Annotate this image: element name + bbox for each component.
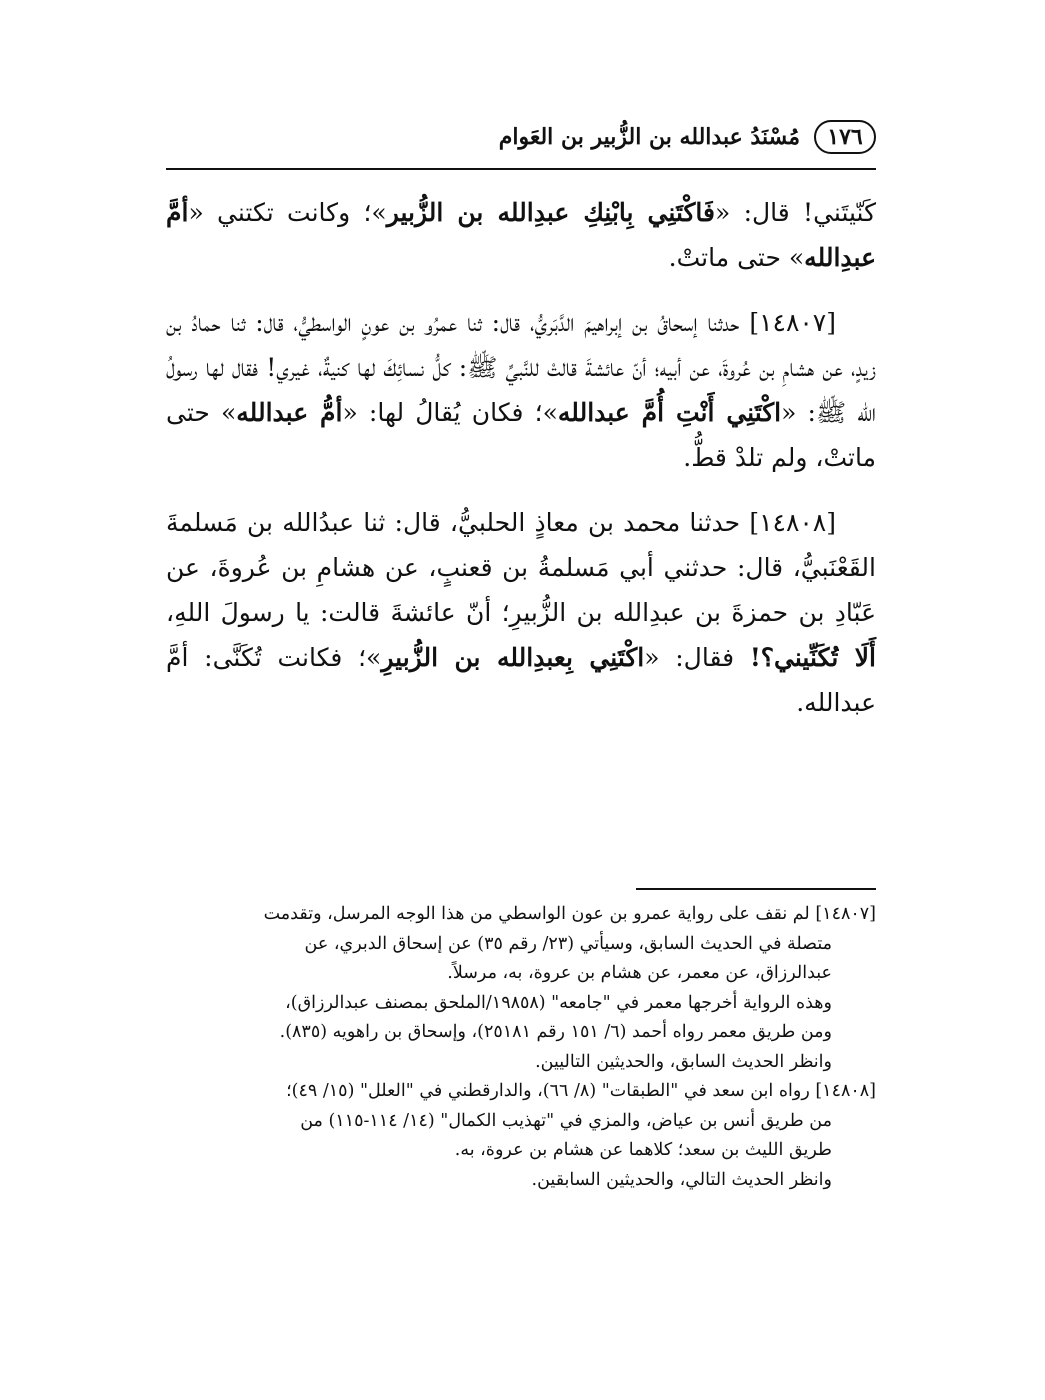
bold-quote: أمُّ عبدالله <box>236 398 343 427</box>
footnote-divider <box>636 888 876 890</box>
page-number-badge: ١٧٦ <box>814 120 876 154</box>
text-segment: »؛ فكانت تُكَنَّى: أمَّ عبدالله. <box>166 643 876 717</box>
text-segment: [١٤٨٠٧] حدثنا إسحاقُ بن إبراهيمَ الدَّبَريُّ، قال: ثنا عمرُو بن عونٍ الواسطيُّ، قال: ثنا حمادُ بن زيدٍ، عن هشامِ بن عُروةَ، عن أبيه؛ أنّ عائشةَ قالتْ للنَّبيِّ ﷺ: كلُّ نسائِكَ لها كنيةٌ، غيري! فقال لها رسولُ الله ﷺ: « <box>166 308 876 427</box>
text-segment: » حتى ماتتْ، ولم تلدْ قطُّ. <box>166 398 876 472</box>
footnote-line: وهذه الرواية أخرجها معمر في "جامعه" (١٩٨٥٨/الملحق بمصنف عبدالرزاق)، <box>285 992 832 1013</box>
footnote-line: وانظر الحديث السابق، والحديثين التاليين. <box>535 1051 832 1072</box>
text-segment: [١٤٨٠٨] حدثنا محمد بن معاذٍ الحلبيُّ، قال: ثنا عبدُالله بن مَسلمةَ القَعْنَبيُّ، قال: حدثني أبي مَسلمةُ بن قعنبٍ، عن هشامِ بن عُروةَ، عن عَبّادِ بن حمزةَ بن عبدِالله بن الزُّبيرِ؛ أنّ عائشةَ قالت: يا رسولَ اللهِ، <box>166 508 876 627</box>
footnotes <box>166 900 876 1195</box>
footnote-14808 <box>166 1077 876 1195</box>
bold-quote: أَلَا تُكَنِّيني؟! <box>749 643 876 672</box>
text-segment: فقال: « <box>644 643 750 672</box>
hadith-14808 <box>166 500 876 725</box>
bold-quote: اكْتَنِي بِعبدِالله بن الزُّبيرِ <box>381 643 645 672</box>
footnote-line: من طريق أنس بن عياض، والمزي في "تهذيب الكمال" (١٤/ ١١٤-١١٥) من <box>300 1110 832 1131</box>
footnote-line: [١٤٨٠٨] رواه ابن سعد في "الطبقات" (٨/ ٦٦)، والدارقطني في "العلل" (١٥/ ٤٩)؛ <box>286 1081 876 1101</box>
text-segment: » حتى ماتتْ. <box>668 243 805 272</box>
running-title: مُسْنَدُ عبدالله بن الزُّبير بن العَوام <box>498 124 800 150</box>
footnote-14807 <box>166 900 876 1077</box>
footnote-line: ومن طريق معمر رواه أحمد (٦/ ١٥١ رقم ٢٥١٨١)، وإسحاق بن راهويه (٨٣٥). <box>279 1022 832 1042</box>
paragraph-continuation <box>166 190 876 280</box>
footnote-line: طريق الليث بن سعد؛ كلاهما عن هشام بن عروة، به. <box>454 1140 832 1160</box>
text-segment: »؛ فكان يُقالُ لها: « <box>342 398 558 427</box>
bold-quote: أمَّ عبدِالله <box>166 198 876 272</box>
hadith-14807 <box>166 300 876 480</box>
bold-quote: اكْتَنِي أَنْتِ أُمَّ عبدالله <box>557 398 782 427</box>
footnote-line: متصلة في الحديث السابق، وسيأتي (٢٣/ رقم ٣٥) عن إسحاق الدبري، عن <box>304 933 832 954</box>
page-header <box>166 112 876 162</box>
footnote-line: [١٤٨٠٧] لم نقف على رواية عمرو بن عون الواسطي من هذا الوجه المرسل، وتقدمت <box>263 904 876 924</box>
bold-quote: فَاكْتَنِي بِابْنِكِ عبدِالله بن الزُّبير <box>386 198 715 227</box>
header-divider <box>166 168 876 170</box>
text-segment: كَنّيتَني! قال: « <box>714 198 876 227</box>
main-text <box>166 190 876 745</box>
footnote-line: وانظر الحديث التالي، والحديثين السابقين. <box>531 1169 832 1190</box>
footnote-line: عبدالرزاق، عن معمر، عن هشام بن عروة، به، مرسلاً. <box>447 963 832 983</box>
text-segment: »؛ وكانت تكتني « <box>188 198 387 227</box>
